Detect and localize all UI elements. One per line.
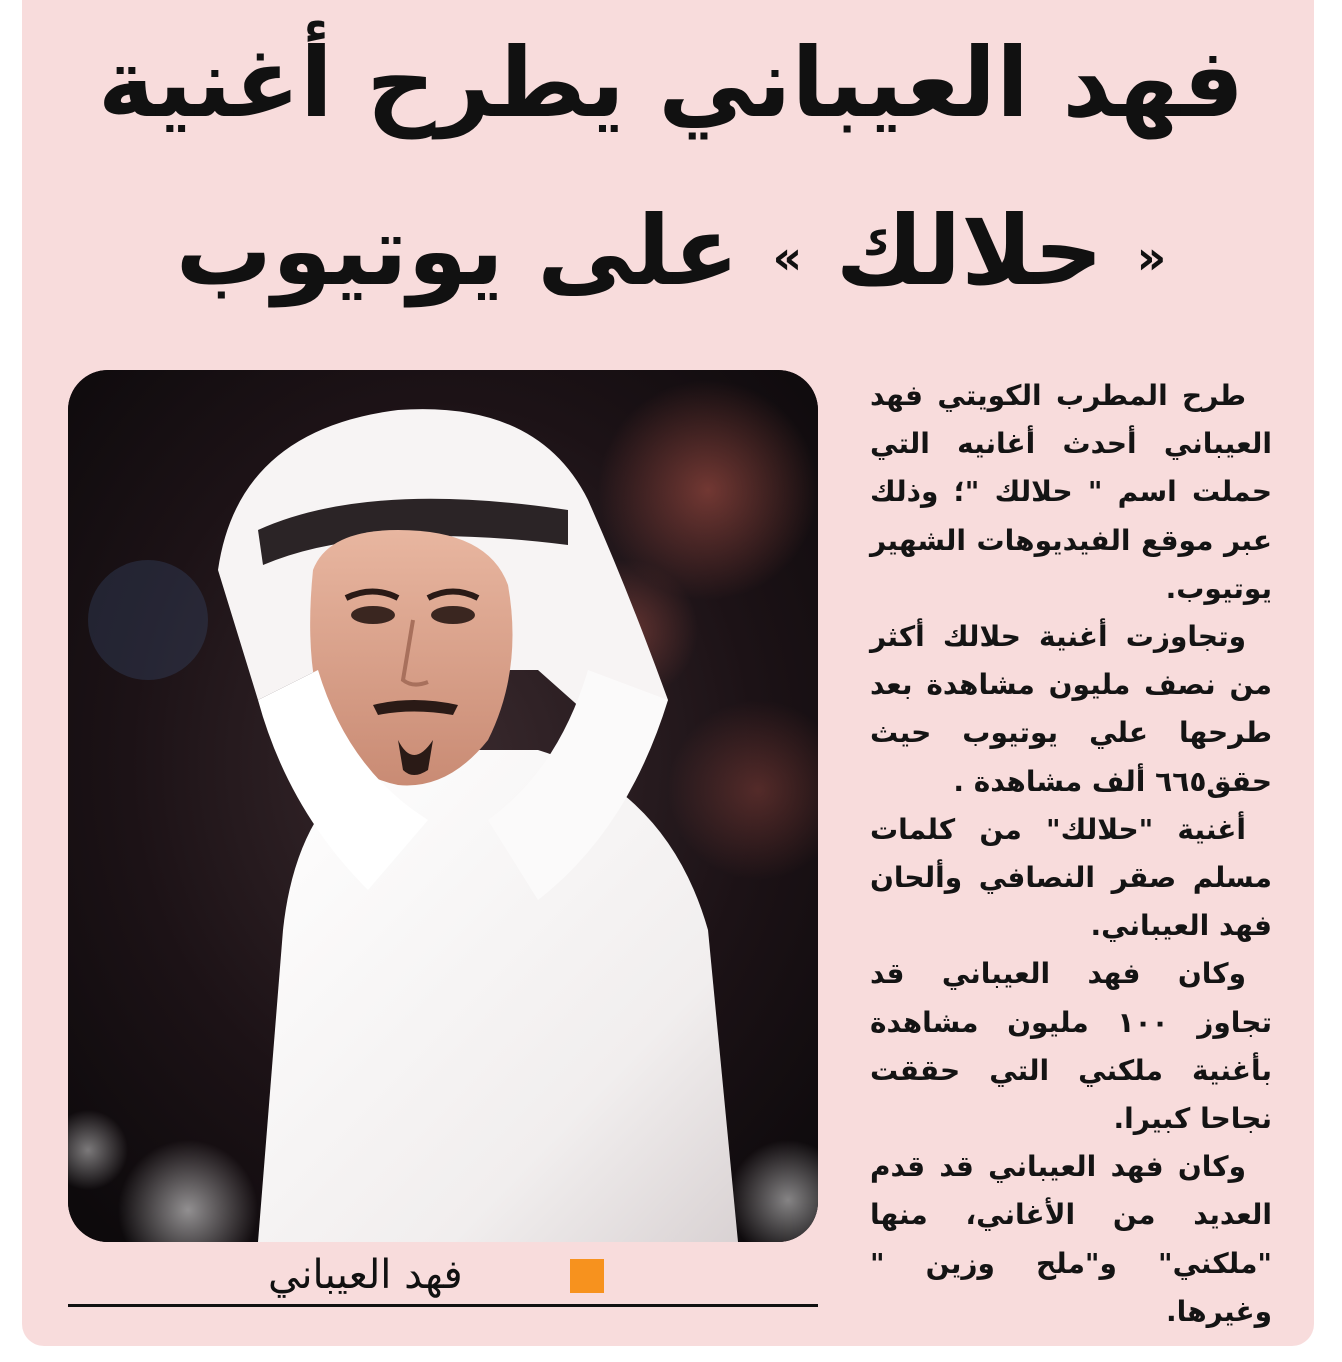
article-paragraph-1: طرح المطرب الكويتي فهد العيباني أحدث أغانيه التي حملت اسم " حلالك "؛ وذلك عبر موقع الفيديوهات الشهير يوتيوب. xyxy=(870,379,1272,605)
article-paragraph-5: وكان فهد العيباني قد قدم العديد من الأغاني، منها "ملكني" و"ملح وزين " وغيرها. xyxy=(870,1150,1272,1328)
singer-photo xyxy=(68,370,818,1242)
photo-caption xyxy=(68,1246,818,1302)
headline-quote-close: » xyxy=(772,230,803,285)
caption-text: فهد العيباني xyxy=(268,1252,463,1298)
caption-divider xyxy=(68,1304,818,1307)
headline-line-1: فهد العيباني يطرح أغنية xyxy=(97,27,1245,139)
article-paragraph-4: وكان فهد العيباني قد تجاوز ١٠٠ مليون مشاهدة بأغنية ملكني التي حققت نجاحا كبيرا. xyxy=(870,957,1272,1136)
headline-song-title: حلالك xyxy=(835,195,1104,307)
caption-marker xyxy=(570,1259,604,1293)
article-paragraph-2: وتجاوزت أغنية حلالك أكثر من نصف مليون مشاهدة بعد طرحها علي يوتيوب حيث حقق٦٦٥ ألف مشاهدة . xyxy=(870,620,1272,798)
article-paragraph-3: أغنية "حلالك" من كلمات مسلم صقر النصافي وألحان فهد العيباني. xyxy=(870,812,1272,943)
headline-quote-open: « xyxy=(1136,230,1167,285)
headline-line-2 xyxy=(0,196,1342,313)
headline-line-2-rest: على يوتيوب xyxy=(175,195,740,307)
article-body xyxy=(870,372,1272,1336)
